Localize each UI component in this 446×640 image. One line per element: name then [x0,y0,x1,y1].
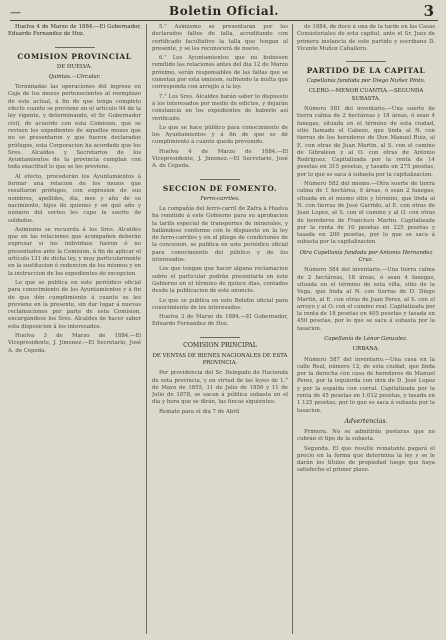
signature: Huelva 4 de Marzo de 1884.—El Vicepresidente, J. Jimenez.—El Secretario, José A. de Cepeda. [152,148,288,170]
section-separator [200,332,240,338]
header-dash: — [10,6,21,19]
paragraph: Lo que se publica en este periódico oficial para conocimiento de los Ayuntamientos y á fin de que dén cumplimiento á cuanto se les previene en la presente, sin dar lugar á nuevas reclamaciones por parte de esta Comision, encargándose los Sres. Alcaldes de hacer saber esta disposicion á los interesados. [8,279,141,330]
paragraph: La compañía del ferro-carril de Zafra á Huelva ha remitido á este Gobierno para su aprobacion la tarifa especial de transportes de minerales, y hallándose conforme con lo dispuesto en la ley de ferro-carriles y en el pliego de condiciones de la concesion, se publica en este periódico oficial para conocimiento del público y de los interesados. [152,205,288,264]
newspaper-title: Boletin Oficial. [169,4,279,18]
paragraph: Asimismo se recuerda á los Sres. Alcaldes que en las relaciones que acompañen deberán expresar si los individuos fueron ó no presentados ante la Comision, á fin de aplicar el artículo 131 de dicha ley, y muy particularmente en la sustitucion ó redencion de los mismos y en la instruccion de los expedientes de excepcion. [8,226,141,277]
section-separator [55,42,95,48]
paragraph: 5.° Asimismo se presentarán por los declarados faltos de talla, acreditando con certificado facultativo la talla que tengan al presente, y se les reconocerá de nuevo. [152,24,288,52]
paragraph: Remate para el dia 7 de Abril [159,408,240,415]
page-number: 3 [423,2,434,20]
section-subtitle: DE HUELVA. [56,63,93,70]
section-subtitle-italic: Otra Capellanía fundada por Antonio Hernandez Cruz. [299,249,433,264]
paragraph: Lo que se hace público para conocimiento de los Ayuntamientos y á fin de que se dé cumplimiento á cuanto queda prevenido. [152,124,288,146]
paragraph: Los que tengan que hacer alguna reclamacion sobre el particular podrán presentarla en este Gobierno en el término de quince dias, contados desde la publicacion de este anuncio. [152,266,288,295]
paragraph: Número 581 del inventario.—Una suerte de tierra calma de 2 hectáreas y 18 áreas, ó sean 4 fanegas, situada en el término de esta ciudad, sitio llamado el Cabezo, que linda al N. con tierras de los herederos de Don Manuel Ruiz, al E. con otras de Juan Martin, al S. con el camino de Gibraleon y al O. con otras de Antonio Rodriguez. Capitalizada por la renta de 14 pesetas en 315 pesetas, y tasada en 275 pesetas, por lo que se saca á subasta por la capitalizacion. [297,106,435,178]
section-meta: URBANA. [352,346,380,353]
section-subtitle-italic: Quintas.—Circular. [48,73,101,80]
paragraph: Número 584 del inventario.—Una tierra calma de 2 hectáreas, 18 áreas, ó sean 4 fanegas, situada en el término de esta villa, sitio de la Vega, que linda al N. con tierras de D. Diego Martin, al E. con otras de Juan Perez, al S. con el arroyo y al O. con el camino real. Capitalizada por la renta de 18 pesetas en 405 pesetas y tasada en 450 pesetas, por lo que se saca á subasta por la tasacion. [297,267,435,332]
section-title: SECCION DE FOMENTO. [162,183,278,193]
paragraph: de 1884, de doce á una de la tarde en las Casas Consistoriales de esta capital, ante el Sr. Juez de primera instancia de este partido y escribano D. Vicente Muñoz Caballero. [297,24,435,52]
section-title: Advertencias. [344,417,388,425]
column-divider-2 [292,24,293,634]
section-title: COMISION PROVINCIAL [17,51,132,61]
column-divider-1 [146,24,147,634]
section-meta: CLERO.—MENOR CUANTIA.—SEGUNDA SUBASTA. [308,88,424,102]
closing-signature: Huelva 4 de Marzo de 1884.—El Gobernador, Eduardo Fernandez de Hoz. [8,24,141,38]
section-separator [200,174,240,180]
column-2 [152,24,288,634]
section-subtitle-italic: Capellanía de Lénor Gonzalez. [324,335,408,342]
paragraph: Lo que se publica en este Boletin oficial para conocimiento de los interesados. [152,297,288,311]
signature: Huelva 3 de Marzo de 1884.—El Gobernador, Eduardo Fernandez de Hoz. [152,314,288,328]
column-1 [8,24,141,634]
column-3 [297,24,435,634]
paragraph: Segunda. El que resulte rematante pagará el precio en la forma que determina la ley y se le darán los títulos de propiedad luego que haya satisfecho el primer plazo. [297,445,435,474]
paragraph: Terminadas las operaciones del ingreso en Caja de los mozos pertenecientes al reemplazo de este actual, á fin de que tenga completo efecto cuanto se previene en el artículo 94 de la ley vigente, y determinando, el Sr. Gobernador civil, de acuerdo con esta Comision, que se revisen los expedientes de aquellos mozos que no se presentaron y que fueron declarados prófugos, esta Corporacion ha acordado que los Sres. Alcaldes y Secretarios de los Ayuntamientos de la provincia cumplan con toda exactitud lo que se les previene. [8,84,141,171]
signature: Huelva 3 de Marzo de 1884.—El Vicepresidente, J. Jimenez.—El Secretario, José A. de Cepeda. [8,332,141,354]
paragraph: Al efecto, procederán los Ayuntamientos á formar una relacion de los mozos que resultaron prófugos, con expresion de sus nombres, apellidos, dia, mes y año de su nacimiento, hijos de quienes y en qué año y número del sorteo les cupo la suerte de soldados. [8,173,141,224]
page-header [10,4,438,21]
section-separator [346,56,386,62]
paragraph: Número 587 del inventario.—Una casa en la calle Real, número 12, de esta ciudad, que linda por la derecha con casa de herederos de Manuel Perez, por la izquierda con otra de D. José Lopez y por la espalda con corral. Capitalizada por la renta de 45 pesetas en 1.012 pesetas, y tasada en 1.125 pesetas, por lo que se saca á subasta por la tasacion. [297,356,435,414]
paragraph: Por providencia del Sr. Delegado de Hacienda de esta provincia, y en virtud de las leyes de 1.° de Mayo de 1855, 11 de Julio de 1856 y 11 de Julio de 1878, se sacan á pública subasta en el dia y hora que se dirán, las fincas siguientes: [152,370,288,406]
section-title: COMISION PRINCIPAL [183,341,257,349]
section-subtitle: DE VENTAS DE BIENES NACIONALES DE ESTA PROVINCIA. [152,352,288,366]
section-subtitle-italic: Capellanía fundada por Diego Nuñez Pinto. [306,78,426,85]
paragraph: 7.° Los Sres. Alcaldes harán saber lo dispuesto á los interesados por medio de edictos, y dejarán constancia en los expedientes de haberlo así verificado. [152,93,288,122]
paragraph: Primera. No se admitirán posturas que no cubran el tipo de la subasta. [297,428,435,443]
paragraph: 6.° Los Ayuntamientos que no hubiesen remitido las relaciones antes del dia 12 de Marzo próximo, serán responsables de las faltas que se cometan por esta omision, sufriendo la multa que corresponda con arreglo á la ley. [152,55,288,91]
section-subtitle-italic: Ferro-carriles. [200,195,240,202]
paragraph: Número 582 del mismo.—Otra suerte de tierra calma de 1 hectárea, 9 áreas, ó sean 2 fanegas, situada en el mismo sitio y término, que linda al N. con tierras de José Garrido, al E. con otras de Juan Lopez, al S. con el camino y al O. con otras de herederos de Francisco Martin. Capitalizada por la renta de 10 pesetas en 225 pesetas y tasada en 200 pesetas, por lo que se saca á subasta por la capitalizacion. [297,181,435,246]
section-title: PARTIDO DE LA CAPITAL [306,66,426,76]
